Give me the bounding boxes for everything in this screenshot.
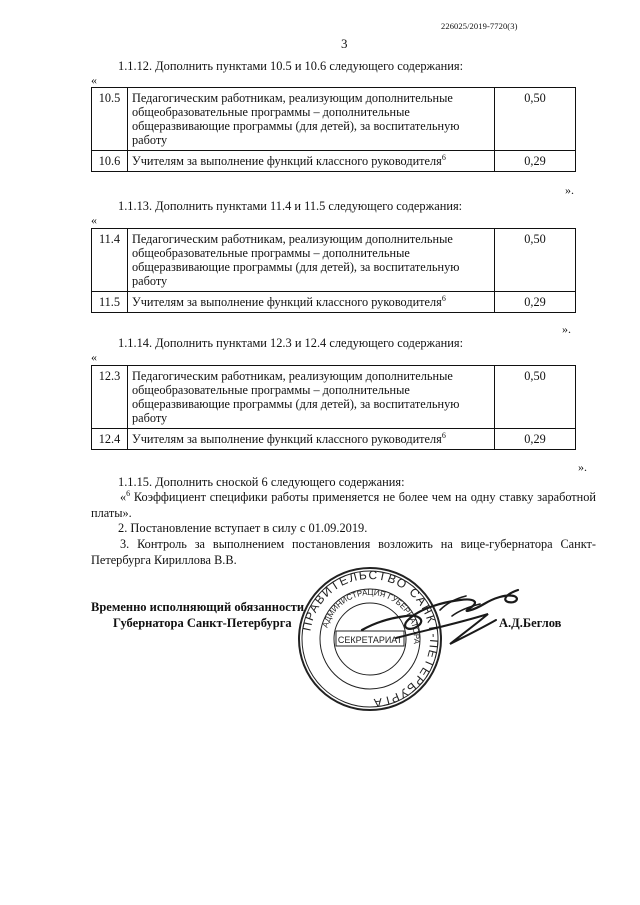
item-coefficient: 0,29 [495, 429, 576, 450]
footnote-clause-intro: 1.1.15. Дополнить сноской 6 следующего содержания: [118, 475, 405, 489]
quote-open: « [91, 213, 97, 227]
handwritten-signature [356, 580, 526, 655]
page-number: 3 [341, 36, 348, 51]
signatory-title: Временно исполняющий обязанности Губернатора Санкт-Петербурга [91, 600, 305, 630]
quote-open: « [91, 73, 97, 87]
quote-close: ». [565, 183, 574, 197]
item-text: Педагогическим работникам, реализующим дополнительные общеобразовательные программы – дополнительные общеразвивающие программы (для детей), за воспитательную работу [128, 366, 495, 429]
item-text: Учителям за выполнение функций классного руководителя$^6$ [128, 151, 495, 172]
item-number: 12.4 [92, 429, 128, 450]
item-number: 12.3 [92, 366, 128, 429]
footnote-definition: «$^6$ Коэффициент специфики работы применяется не более чем на одну ставку заработной платы». [91, 488, 596, 520]
item-text: Педагогическим работникам, реализующим дополнительные общеобразовательные программы – дополнительные общеразвивающие программы (для детей), за воспитательную работу [128, 88, 495, 151]
table-row [92, 292, 576, 313]
item-coefficient: 0,29 [495, 292, 576, 313]
item-text: Учителям за выполнение функций классного руководителя$^6$ [128, 429, 495, 450]
item-text: Учителям за выполнение функций классного руководителя$^6$ [128, 292, 495, 313]
table-row [92, 229, 576, 292]
section-intro: 1.1.13. Дополнить пунктами 11.4 и 11.5 следующего содержания: [118, 199, 463, 213]
footnote-mark: 6 [441, 293, 446, 303]
quote-close: ». [578, 460, 587, 474]
item-coefficient: 0,50 [495, 88, 576, 151]
svg-text:СЕКРЕТАРИАТ: СЕКРЕТАРИАТ [337, 635, 403, 645]
amendment-table [91, 87, 576, 172]
footnote-mark: 6 [441, 430, 446, 440]
item-number: 10.5 [92, 88, 128, 151]
item-coefficient: 0,50 [495, 229, 576, 292]
signatory-name: А.Д.Беглов [499, 616, 562, 630]
table-row [92, 366, 576, 429]
item-number: 10.6 [92, 151, 128, 172]
amendment-table [91, 228, 576, 313]
table-row [92, 88, 576, 151]
svg-text:АДМИНИСТРАЦИЯ ГУБЕРНАТОРА: АДМИНИСТРАЦИЯ ГУБЕРНАТОРА [320, 587, 422, 645]
table-row [92, 429, 576, 450]
amendment-table [91, 365, 576, 450]
footnote-mark: 6 [441, 152, 446, 162]
item-number: 11.5 [92, 292, 128, 313]
item-coefficient: 0,50 [495, 366, 576, 429]
document-id: 226025/2019-7720(3) [441, 21, 518, 31]
svg-text:ПРАВИТЕЛЬСТВО САНКТ-ПЕТЕРБУРГА: ПРАВИТЕЛЬСТВО САНКТ-ПЕТЕРБУРГА [299, 567, 442, 711]
section-intro: 1.1.12. Дополнить пунктами 10.5 и 10.6 следующего содержания: [118, 59, 464, 73]
clause-effective-date: 2. Постановление вступает в силу с 01.09.2019. [118, 521, 368, 535]
quote-open: « [91, 350, 97, 364]
table-row [92, 151, 576, 172]
item-text: Педагогическим работникам, реализующим дополнительные общеобразовательные программы – дополнительные общеразвивающие программы (для детей), за воспитательную работу [128, 229, 495, 292]
section-intro: 1.1.14. Дополнить пунктами 12.3 и 12.4 следующего содержания: [118, 336, 464, 350]
item-coefficient: 0,29 [495, 151, 576, 172]
item-number: 11.4 [92, 229, 128, 292]
quote-close: ». [562, 322, 571, 336]
clause-control: 3. Контроль за выполнением постановления возложить на вице-губернатора Санкт-Петербурга Кириллова В.В. [91, 537, 596, 567]
